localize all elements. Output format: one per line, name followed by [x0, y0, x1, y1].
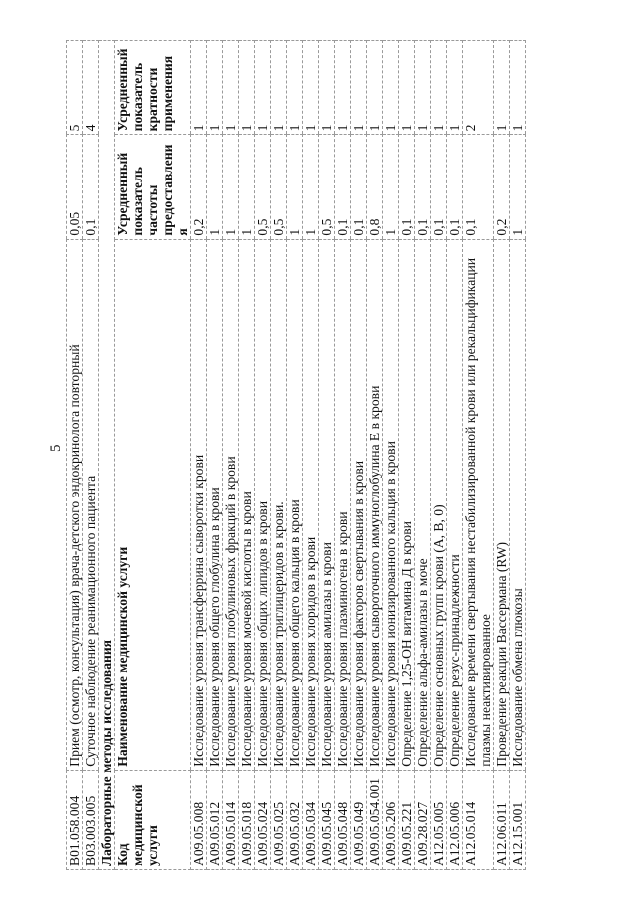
cell-code: A09.05.034	[303, 770, 319, 869]
cell-code: A09.05.045	[319, 770, 335, 869]
table-row	[383, 41, 399, 870]
cell-code: A12.06.011	[494, 770, 510, 869]
cell-name: Определение основных групп крови (A, B, 0)	[431, 239, 447, 770]
header-code: Код медицинской услуги	[115, 770, 191, 869]
cell-freq: 1	[207, 135, 223, 239]
cell-mult: 1	[383, 41, 399, 135]
cell-name: Исследование уровня трансферрина сыворотки крови	[191, 239, 207, 770]
table-row	[447, 41, 463, 870]
cell-mult: 1	[239, 41, 255, 135]
section-row	[99, 41, 115, 870]
cell-code: A09.28.027	[415, 770, 431, 869]
cell-name: Исследование уровня глобулиновых фракций в крови	[223, 239, 239, 770]
table-row	[335, 41, 351, 870]
cell-mult: 1	[351, 41, 367, 135]
table-row	[207, 41, 223, 870]
cell-name: Определение 1,25-ОН витамина Д в крови	[399, 239, 415, 770]
cell-name: Исследование времени свертывания нестабилизированной крови или рекальцификации плазмы неактивированное	[463, 239, 494, 770]
cell-freq: 0,1	[399, 135, 415, 239]
header-name: Наименование медицинской услуги	[115, 239, 191, 770]
table-row	[303, 41, 319, 870]
cell-code: A09.05.018	[239, 770, 255, 869]
table-row	[319, 41, 335, 870]
cell-code: A12.05.005	[431, 770, 447, 869]
cell-freq: 0,1	[335, 135, 351, 239]
cell-name: Исследование уровня сывороточного иммуноглобулина Е в крови	[367, 239, 383, 770]
cell-code: A12.15.001	[510, 770, 526, 869]
cell-mult: 1	[447, 41, 463, 135]
cell-code: A09.05.012	[207, 770, 223, 869]
table-row	[367, 41, 383, 870]
cell-mult: 1	[367, 41, 383, 135]
cell-freq: 1	[223, 135, 239, 239]
cell-code: A09.05.206	[383, 770, 399, 869]
cell-freq: 0,1	[83, 135, 99, 239]
cell-mult: 1	[271, 41, 287, 135]
table-row	[223, 41, 239, 870]
cell-freq: 1	[287, 135, 303, 239]
cell-code: A09.05.014	[223, 770, 239, 869]
cell-name: Исследование уровня триглицеридов в крови.	[271, 239, 287, 770]
cell-mult: 4	[83, 41, 99, 135]
cell-freq: 0,1	[463, 135, 494, 239]
cell-freq: 0,05	[67, 135, 83, 239]
cell-name: Исследование уровня общих липидов в крови	[255, 239, 271, 770]
cell-mult: 1	[399, 41, 415, 135]
cell-mult: 1	[191, 41, 207, 135]
cell-mult: 1	[494, 41, 510, 135]
cell-mult: 1	[335, 41, 351, 135]
rotated-page	[66, 40, 586, 870]
cell-mult: 2	[463, 41, 494, 135]
table-row	[463, 41, 494, 870]
section-title: Лабораторные методы исследования	[99, 41, 115, 870]
cell-freq: 0,8	[367, 135, 383, 239]
table-row	[399, 41, 415, 870]
cell-name: Определение резус-принадлежности	[447, 239, 463, 770]
cell-mult: 1	[510, 41, 526, 135]
cell-freq: 1	[239, 135, 255, 239]
table-row	[351, 41, 367, 870]
cell-name: Прием (осмотр, консультация) врача-детского эндокринолога повторный	[67, 239, 83, 770]
cell-mult: 1	[319, 41, 335, 135]
cell-name: Исследование уровня ионизированного кальция в крови	[383, 239, 399, 770]
cell-code: A09.05.025	[271, 770, 287, 869]
cell-mult: 5	[67, 41, 83, 135]
cell-mult: 1	[431, 41, 447, 135]
cell-name: Исследование уровня амилазы в крови	[319, 239, 335, 770]
table-row	[83, 41, 99, 870]
cell-code: A09.05.032	[287, 770, 303, 869]
cell-freq: 0,1	[415, 135, 431, 239]
cell-name: Исследование уровня плазминогена в крови	[335, 239, 351, 770]
cell-name: Исследование уровня общего глобулина в крови	[207, 239, 223, 770]
cell-mult: 1	[287, 41, 303, 135]
cell-freq: 1	[510, 135, 526, 239]
table-row	[510, 41, 526, 870]
cell-name: Проведение реакции Вассермана (RW)	[494, 239, 510, 770]
table-row	[287, 41, 303, 870]
cell-code: B03.003.005	[83, 770, 99, 869]
cell-name: Исследование уровня общего кальция в крови	[287, 239, 303, 770]
cell-code: B01.058.004	[67, 770, 83, 869]
cell-code: A09.05.054.001	[367, 770, 383, 869]
table-row	[67, 41, 83, 870]
header-freq: Усредненный показатель частоты предоставления	[115, 135, 191, 239]
top-rows	[67, 41, 99, 870]
cell-freq: 0,1	[351, 135, 367, 239]
cell-code: A12.05.014	[463, 770, 494, 869]
table-row	[415, 41, 431, 870]
cell-name: Определение альфа-амилазы в моче	[415, 239, 431, 770]
cell-freq: 0,2	[494, 135, 510, 239]
services-table	[66, 40, 526, 870]
cell-code: A09.05.008	[191, 770, 207, 869]
cell-name: Суточное наблюдение реанимационного пациента	[83, 239, 99, 770]
table-row	[431, 41, 447, 870]
cell-mult: 1	[207, 41, 223, 135]
header-mult: Усредненный показатель кратности применения	[115, 41, 191, 135]
table-row	[494, 41, 510, 870]
section-header-group	[99, 41, 191, 870]
cell-freq: 1	[383, 135, 399, 239]
table-row	[255, 41, 271, 870]
cell-code: A09.05.048	[335, 770, 351, 869]
cell-name: Исследование обмена глюкозы	[510, 239, 526, 770]
cell-mult: 1	[415, 41, 431, 135]
cell-code: A09.05.049	[351, 770, 367, 869]
cell-mult: 1	[223, 41, 239, 135]
lab-rows	[191, 41, 526, 870]
cell-freq: 0,1	[431, 135, 447, 239]
cell-code: A12.05.006	[447, 770, 463, 869]
cell-code: A09.05.024	[255, 770, 271, 869]
table-row	[191, 41, 207, 870]
cell-name: Исследование уровня факторов свертывания в крови	[351, 239, 367, 770]
cell-freq: 0,5	[319, 135, 335, 239]
cell-mult: 1	[303, 41, 319, 135]
cell-name: Исследование уровня хлоридов в крови	[303, 239, 319, 770]
cell-mult: 1	[255, 41, 271, 135]
cell-freq: 0,5	[271, 135, 287, 239]
table-row	[271, 41, 287, 870]
column-header-row	[115, 41, 191, 870]
cell-code: A09.05.221	[399, 770, 415, 869]
cell-name: Исследование уровня мочевой кислоты в крови	[239, 239, 255, 770]
table-row	[239, 41, 255, 870]
cell-freq: 1	[303, 135, 319, 239]
page-number: 5	[48, 444, 64, 452]
cell-freq: 0,5	[255, 135, 271, 239]
cell-freq: 0,1	[447, 135, 463, 239]
cell-freq: 0,2	[191, 135, 207, 239]
